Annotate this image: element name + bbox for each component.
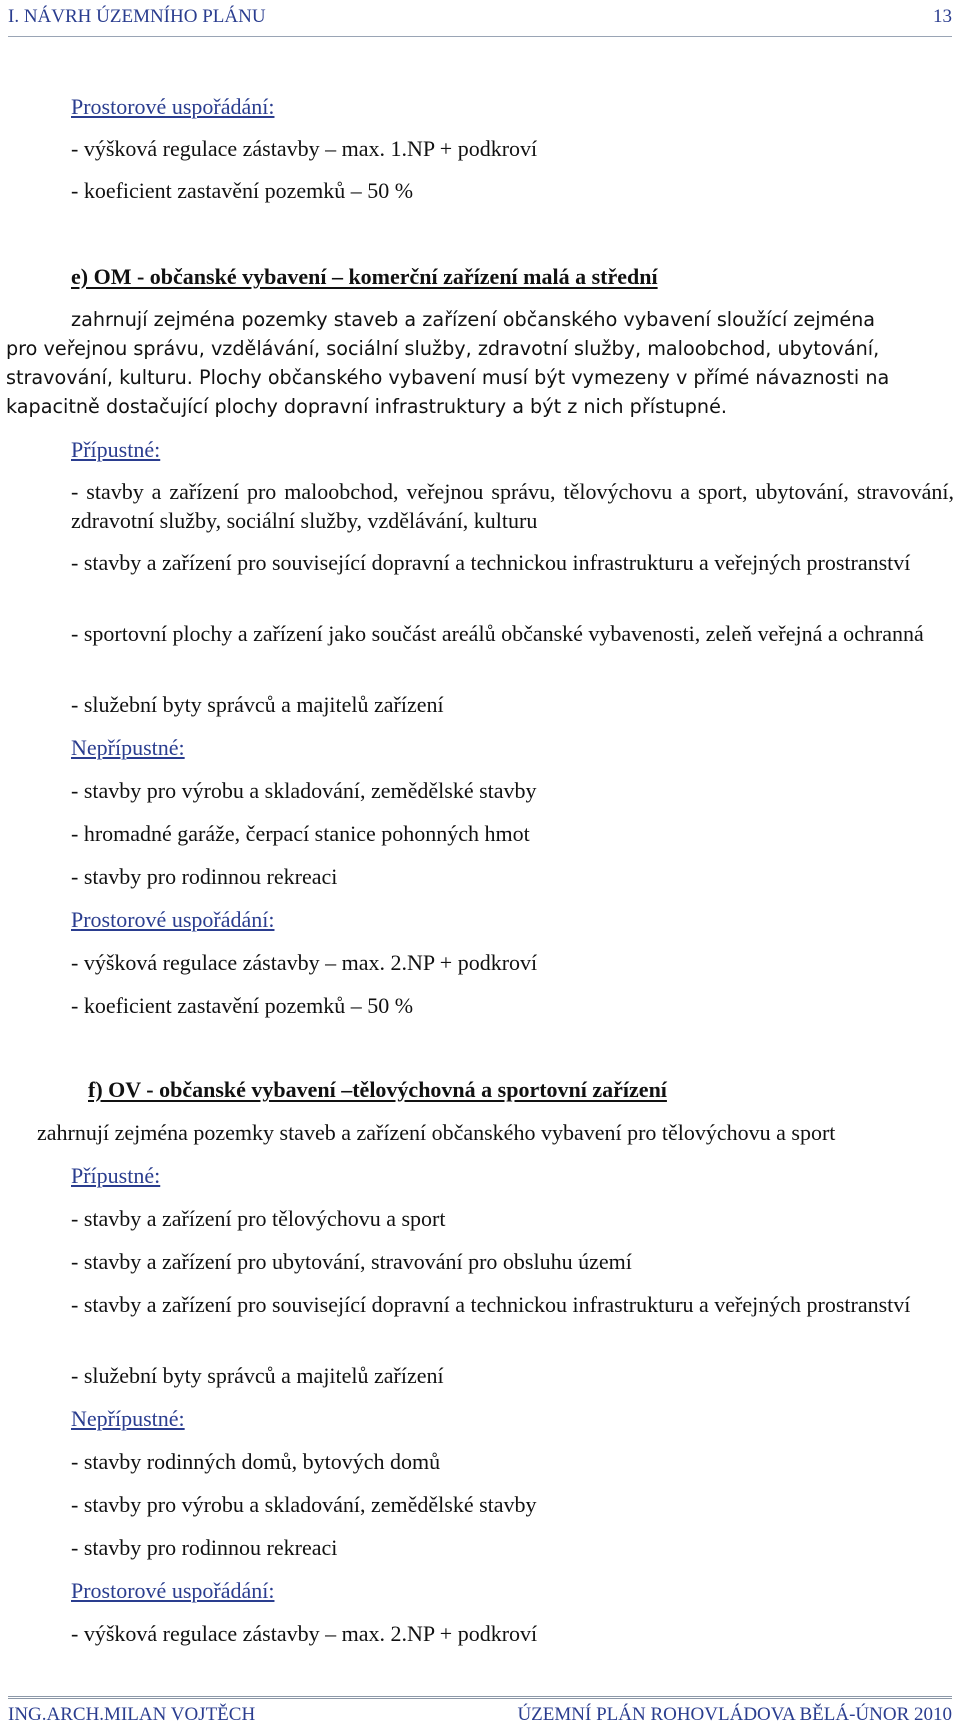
spatial-item: - výšková regulace zástavby – max. 2.NP + podkroví xyxy=(71,950,538,975)
allowed-item: - stavby a zařízení pro ubytování, stravování pro obsluhu území xyxy=(71,1249,632,1274)
intro-spatial-label: Prostorové uspořádání: xyxy=(71,94,275,119)
forbidden-item: - stavby rodinných domů, bytových domů xyxy=(71,1449,441,1474)
header-divider xyxy=(8,36,952,37)
footer-author: ING.ARCH.MILAN VOJTĚCH xyxy=(8,1704,256,1725)
section-e-forbidden-label: Nepřípustné: xyxy=(71,735,185,760)
footer-document-title: ÚZEMNÍ PLÁN ROHOVLÁDOVA BĚLÁ-ÚNOR 2010 xyxy=(517,1704,952,1725)
section-f-heading: f) OV - občanské vybavení –tělovýchovná a sportovní zařízení xyxy=(88,1077,667,1102)
page-number: 13 xyxy=(933,6,952,27)
paragraph-line: kapacitně dostačující plochy dopravní infrastruktury a být z nich přístupné. xyxy=(6,395,728,418)
footer-divider xyxy=(8,1696,952,1701)
intro-item: - koeficient zastavění pozemků – 50 % xyxy=(71,178,414,203)
allowed-item: - stavby a zařízení pro související dopravní a technickou infrastrukturu a veřejných prostranství xyxy=(71,1292,911,1317)
section-e-allowed-label: Přípustné: xyxy=(71,437,161,462)
spatial-item: - koeficient zastavění pozemků – 50 % xyxy=(71,993,414,1018)
allowed-item: - služební byty správců a majitelů zařízení xyxy=(71,692,444,717)
forbidden-item: - stavby pro rodinnou rekreaci xyxy=(71,1535,338,1560)
forbidden-item: - stavby pro rodinnou rekreaci xyxy=(71,864,338,889)
section-f-spatial-label: Prostorové uspořádání: xyxy=(71,1578,275,1603)
allowed-item: - stavby a zařízení pro maloobchod, veřejnou správu, tělovýchovu a sport, ubytování, stravování, zdravotní služby, sociální služby, vzdělávání, kulturu xyxy=(71,479,954,533)
paragraph-line: pro veřejnou správu, vzdělávání, sociální služby, zdravotní služby, maloobchod, ubytování, xyxy=(6,337,880,360)
section-e-paragraph xyxy=(6,305,954,421)
page-footer xyxy=(8,1704,952,1726)
forbidden-item: - hromadné garáže, čerpací stanice pohonných hmot xyxy=(71,821,530,846)
section-e-heading: e) OM - občanské vybavení – komerční zařízení malá a střední xyxy=(71,264,658,289)
allowed-item: - stavby a zařízení pro související dopravní a technickou infrastrukturu a veřejných prostranství xyxy=(71,550,911,575)
section-f-allowed-label: Přípustné: xyxy=(71,1163,161,1188)
spatial-item: - výšková regulace zástavby – max. 2.NP + podkroví xyxy=(71,1621,538,1646)
section-f-paragraph: zahrnují zejména pozemky staveb a zařízení občanského vybavení pro tělovýchovu a sport xyxy=(37,1120,836,1145)
allowed-item: - sportovní plochy a zařízení jako součást areálů občanské vybavenosti, zeleň veřejná a ochranná xyxy=(71,621,924,646)
section-f-forbidden-label: Nepřípustné: xyxy=(71,1406,185,1431)
paragraph-line: zahrnují zejména pozemky staveb a zařízení občanského vybavení sloužící zejména xyxy=(71,308,876,331)
intro-item: - výšková regulace zástavby – max. 1.NP + podkroví xyxy=(71,136,538,161)
allowed-item: - služební byty správců a majitelů zařízení xyxy=(71,1363,444,1388)
paragraph-line: stravování, kulturu. Plochy občanského vybavení musí být vymezeny v přímé návaznosti na xyxy=(6,366,890,389)
page-header xyxy=(8,6,952,28)
forbidden-item: - stavby pro výrobu a skladování, zemědělské stavby xyxy=(71,778,537,803)
forbidden-item: - stavby pro výrobu a skladování, zemědělské stavby xyxy=(71,1492,537,1517)
allowed-item: - stavby a zařízení pro tělovýchovu a sport xyxy=(71,1206,446,1231)
section-e-spatial-label: Prostorové uspořádání: xyxy=(71,907,275,932)
header-title: I. NÁVRH ÚZEMNÍHO PLÁNU xyxy=(8,6,266,27)
